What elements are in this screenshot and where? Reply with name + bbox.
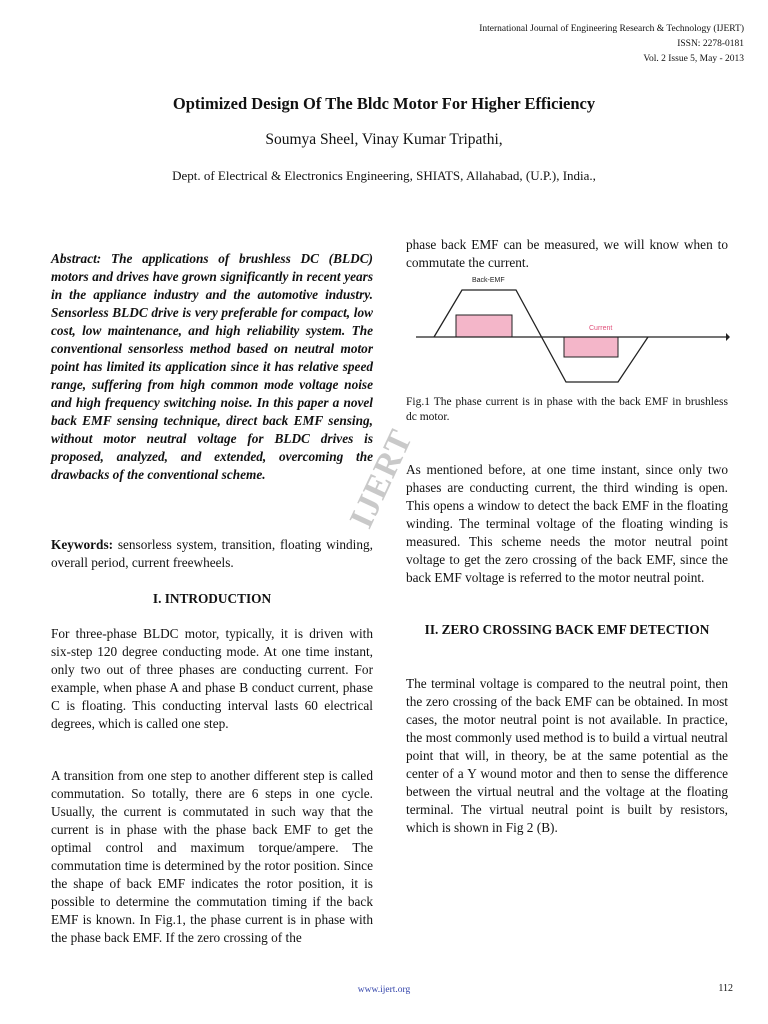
intro-paragraph-2: A transition from one step to another different step is called commutation. So totally, there are 6 steps in one cycle. Usually, the current is commutated in such way that the current is in phase with the phase back EMF to get the optimal control and maximum torque/ampere. The commutation time is determined by the rotor position. Since the shape of back EMF indicates the rotor position, it is possible to determine the commutation timing if the back EMF is known. In Fig.1, the phase current is in phase with the phase back EMF. If the zero crossing of the [51, 768, 373, 945]
section-heading-zero-crossing: II. ZERO CROSSING BACK EMF DETECTION [424, 622, 710, 637]
ijert-watermark: IJERT [342, 423, 421, 534]
page-number: 112 [718, 983, 733, 994]
intro-paragraph-1: For three-phase BLDC motor, typically, it is driven with six-step 120 degree conducting mode. At one time instant, only two out of three phases are conducting current. For example, when phase A and phase B conduct current, phase C is floating. This conducting interval lasts 60 electrical degrees, which is called one step. [51, 626, 373, 731]
journal-header [479, 22, 744, 67]
current-pulse-positive [456, 315, 512, 337]
right-paragraph-continued: phase back EMF can be measured, we will know when to commutate the current. [406, 237, 728, 270]
abstract: Abstract: The applications of brushless DC (BLDC) motors and drives have grown significantly in recent years in the appliance industry and the automotive industry. Sensorless BLDC drive is very preferable for compact, low cost, low maintenance, and high reliability system. The conventional sensorless method based on neutral motor point has limited its application since it has relative speed range, suffering from high common mode voltage noise and high frequency switching noise. In this paper a novel back EMF sensing technique, direct back EMF sensing, without motor neutral voltage for BLDC drives is proposed, analyzed, and extended, overcoming the drawbacks of the conventional scheme. [51, 251, 373, 482]
section-heading-introduction: I. INTRODUCTION [152, 591, 272, 606]
paper-affiliation: Dept. of Electrical & Electronics Engineering, SHIATS, Allahabad, (U.P.), India., [172, 168, 596, 183]
keywords-label: Keywords: [51, 537, 114, 552]
axis-arrow [726, 333, 730, 341]
keywords-text: sensorless system, transition, floating winding, overall period, current freewheels. [51, 537, 373, 570]
figure-caption: Fig.1 The phase current is in phase with the back EMF in brushless dc motor. [406, 396, 728, 423]
paper-authors: Soumya Sheel, Vinay Kumar Tripathi, [265, 131, 503, 148]
right-paragraph-1: As mentioned before, at one time instant, since only two phases are conducting current, the third winding is open. This opens a window to detect the back EMF in the floating winding. The terminal voltage of the floating winding is measured. This scheme needs the motor neutral point voltage to get the zero crossing of the back EMF, since the back EMF voltage is referred to the motor neutral point. [406, 462, 728, 585]
zero-crossing-paragraph: The terminal voltage is compared to the neutral point, then the zero crossing of the back EMF can be obtained. In most cases, the motor neutral point is not available. In practice, the most commonly used method is to build a virtual neutral point that will, in theory, be at the same potential as the center of a Y wound motor and then to sense the difference between the virtual neutral and the voltage at the floating terminal. The virtual neutral point is built by resistors, which is shown in Fig 2 (B). [406, 676, 728, 835]
current-pulse-negative [564, 337, 618, 357]
issn: ISSN: 2278-0181 [677, 39, 744, 49]
footer-url-link[interactable]: www.ijert.org [357, 985, 411, 995]
current-label: Current [589, 325, 613, 332]
journal-name: International Journal of Engineering Research & Technology (IJERT) [479, 24, 744, 34]
fig1-back-emf-diagram [414, 270, 730, 390]
keywords [51, 536, 373, 572]
paper-title: Optimized Design Of The Bldc Motor For Higher Efficiency [172, 94, 596, 113]
volume-issue: Vol. 2 Issue 5, May - 2013 [643, 54, 744, 64]
back-emf-label: Back-EMF [472, 277, 505, 284]
